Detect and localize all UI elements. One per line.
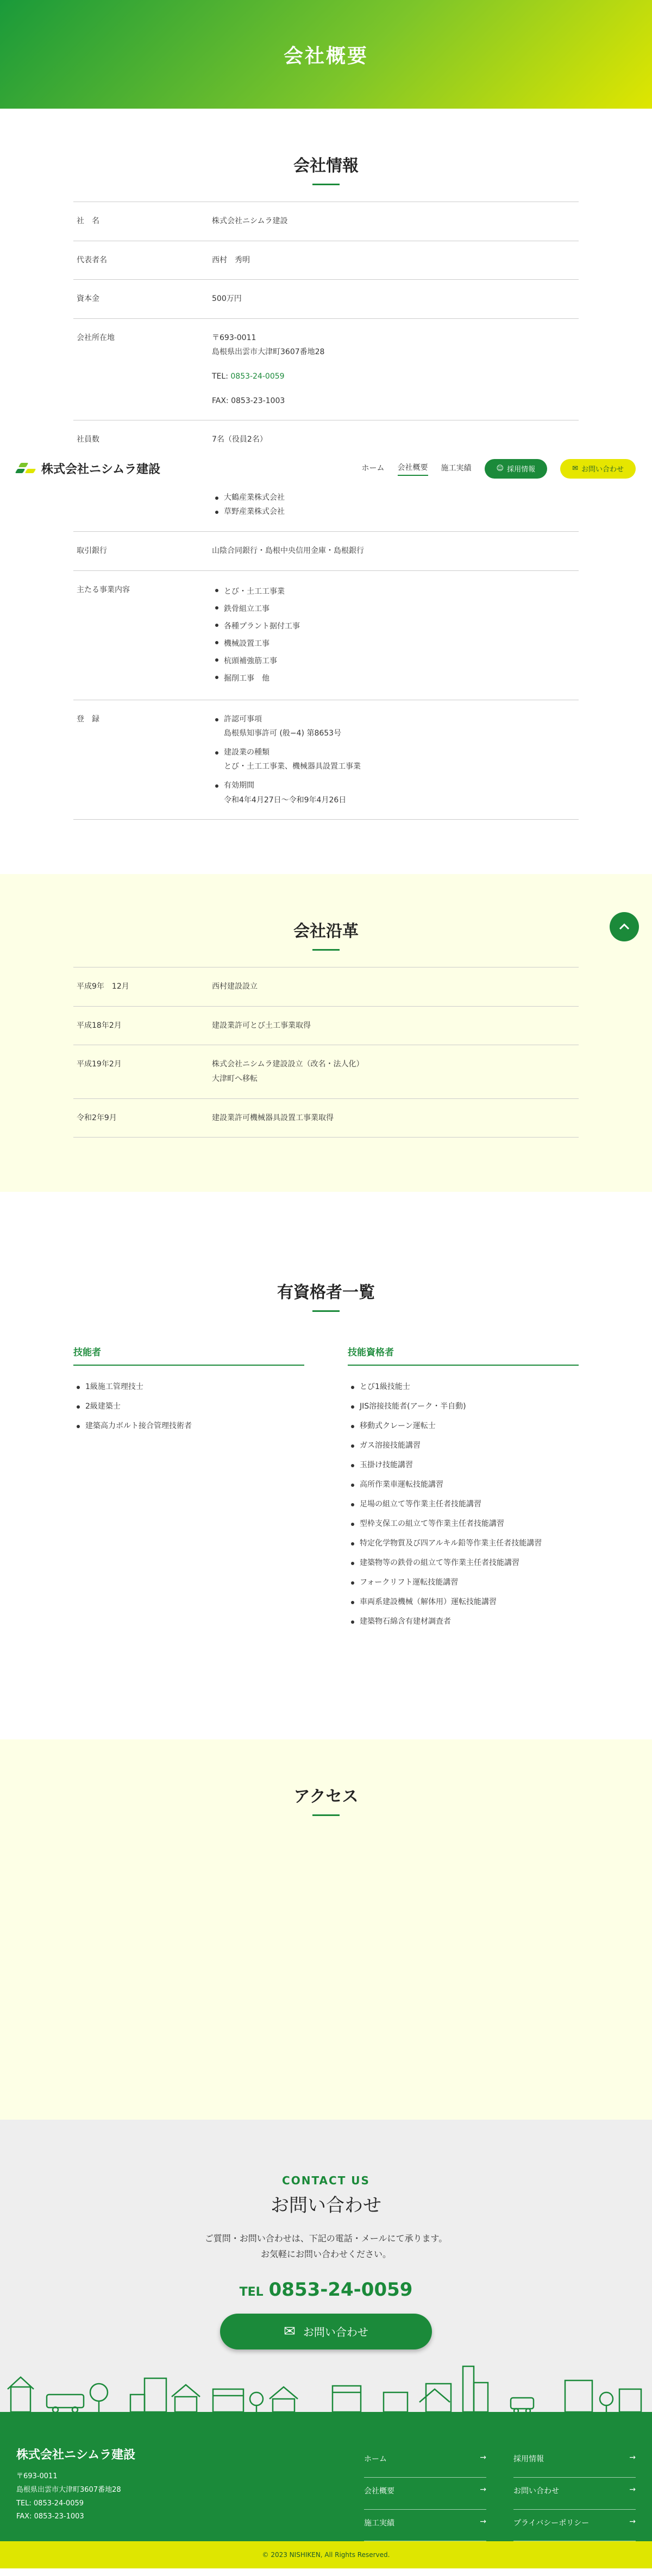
contact-label: お問い合わせ — [581, 466, 624, 474]
section-title: 会社沿革 — [293, 922, 359, 941]
nav-company[interactable]: 会社概要 — [398, 462, 428, 476]
list-item: 高所作業車運転技能講習 — [348, 1474, 579, 1494]
list-item: 建築物等の鉄骨の組立て等作業主任者技能講習 — [348, 1553, 579, 1572]
table-row — [73, 1099, 579, 1138]
link-label: ホーム — [364, 2455, 387, 2464]
reg-detail: とび・土工工事業、機械器具設置工事業 — [224, 762, 361, 771]
town-illustration — [0, 2359, 652, 2418]
address-value — [212, 331, 579, 408]
footer-link-contact[interactable] — [513, 2478, 636, 2510]
people-icon: ☺ — [496, 464, 504, 473]
contact-tel[interactable] — [0, 2279, 652, 2301]
fax-text: FAX: 0853-23-1003 — [212, 396, 285, 405]
contact-line: お気軽にお問い合わせください。 — [260, 2248, 391, 2259]
tel-number: 0853-24-0059 — [268, 2278, 413, 2301]
recruit-label: 採用情報 — [507, 466, 536, 474]
company-name: 株式会社ニシムラ建設 — [41, 463, 161, 477]
link-label: 採用情報 — [513, 2455, 544, 2464]
list-item: 杭頭補強筋工事 — [212, 652, 579, 670]
history-table — [73, 967, 579, 1138]
mail-icon: ✉ — [572, 464, 578, 473]
table-row — [73, 700, 579, 820]
tel-link[interactable]: 0853-24-0059 — [230, 372, 285, 381]
list-item: 2級建築士 — [73, 1396, 304, 1416]
row-label: 社員数 — [77, 435, 99, 444]
table-row — [73, 486, 579, 532]
business-list — [212, 583, 579, 688]
footer-link-company[interactable] — [364, 2478, 486, 2510]
nav-works[interactable]: 施工実績 — [441, 463, 472, 473]
list-item: 建築高力ボルト接合管理技術者 — [73, 1416, 304, 1435]
recruit-button[interactable] — [485, 459, 548, 479]
column-heading: 技能者 — [73, 1344, 304, 1366]
button-label: お問い合わせ — [303, 2326, 368, 2339]
list-item: 1級施工管理技士 — [73, 1377, 304, 1396]
title-underline — [312, 1310, 340, 1312]
list-item: 車両系建設機械（解体用）運転技能講習 — [348, 1592, 579, 1611]
row-label: 主たる事業内容 — [77, 585, 130, 594]
list-item: 特定化学物質及び四アルキル鉛等作業主任者技能講習 — [348, 1533, 579, 1553]
row-label: 平成18年2月 — [77, 1021, 122, 1030]
table-row — [73, 967, 579, 1007]
reg-title: 有効期間 — [224, 781, 254, 790]
row-label: 資本金 — [77, 294, 99, 304]
list-item: 大鶴産業株式会社 — [212, 491, 579, 505]
list-item — [212, 712, 579, 741]
row-value: 山陰合同銀行・島根中央信用金庫・島根銀行 — [212, 546, 364, 555]
list-item — [212, 745, 579, 774]
list-item: 草野産業株式会社 — [212, 505, 579, 519]
row-label: 平成9年 12月 — [77, 982, 129, 991]
footer-link-privacy[interactable] — [513, 2510, 636, 2542]
row-label: 登 録 — [77, 714, 99, 724]
tel-label: TEL: — [212, 372, 231, 381]
link-label: 会社概要 — [364, 2486, 394, 2496]
row-label: 会社所在地 — [77, 333, 115, 342]
row-label: 社 名 — [77, 217, 99, 225]
row-value: 建設業許可とび土工事業取得 — [212, 1021, 311, 1030]
table-row — [73, 202, 579, 241]
row-value: 7名（役員2名） — [212, 435, 267, 444]
footer-company-info — [16, 2446, 364, 2541]
row-value: 500万円 — [212, 294, 242, 304]
table-row — [73, 1045, 579, 1098]
address-text: 島根県出雲市大津町3607番地28 — [212, 348, 325, 357]
row-label: 令和2年9月 — [77, 1113, 117, 1122]
table-row — [73, 420, 579, 451]
arrow-right-icon: → — [480, 2485, 486, 2494]
title-underline — [312, 1814, 340, 1816]
list-item: とび・土工工事業 — [212, 583, 579, 600]
footer-link-recruit[interactable] — [513, 2446, 636, 2478]
section-title: 有資格者一覧 — [277, 1283, 375, 1303]
footer-links — [364, 2446, 636, 2541]
table-row — [73, 571, 579, 700]
logo-mark-icon — [16, 463, 36, 475]
footer-tel: TEL: 0853-24-0059 — [16, 2499, 84, 2508]
row-value: 建設業許可機械器具設置工事業取得 — [212, 1113, 334, 1122]
list-item: 各種プラント据付工事 — [212, 618, 579, 635]
contact-button[interactable] — [560, 459, 636, 479]
site-footer — [0, 2418, 652, 2541]
info-table — [41, 202, 624, 820]
contact-form-button[interactable] — [220, 2314, 432, 2349]
list-item: とび1級技能士 — [348, 1377, 579, 1396]
access-section — [0, 1739, 652, 2120]
contact-title: お問い合わせ — [271, 2195, 381, 2217]
table-row — [73, 532, 579, 571]
footer-fax: FAX: 0853-23-1003 — [16, 2512, 84, 2521]
link-label: 施工実績 — [364, 2518, 394, 2528]
footer-company-name: 株式会社ニシムラ建設 — [16, 2448, 136, 2462]
list-item: 建築物石綿含有建材調査者 — [348, 1611, 579, 1631]
table-row — [73, 319, 579, 420]
row-label: 代表者名 — [77, 255, 107, 265]
row-value: 株式会社ニシムラ建設 — [212, 217, 288, 225]
registration-list — [212, 712, 579, 808]
contact-eyebrow: CONTACT US — [282, 2174, 370, 2188]
arrow-right-icon: → — [629, 2485, 636, 2494]
tel-label: TEL — [239, 2285, 264, 2299]
list-item: JIS溶接技能者(アーク・半自動) — [348, 1396, 579, 1416]
title-underline — [312, 949, 340, 951]
list-item: ガス溶接技能講習 — [348, 1435, 579, 1455]
hero-banner — [0, 0, 652, 109]
arrow-right-icon: → — [629, 2453, 636, 2462]
reg-detail: 島根県知事許可 (般−4) 第8653号 — [224, 729, 342, 738]
list-item: 玉掛け技能講習 — [348, 1455, 579, 1474]
arrow-right-icon: → — [629, 2517, 636, 2526]
row-value-line: 大津町へ移転 — [212, 1075, 258, 1083]
reg-title: 建設業の種類 — [224, 747, 269, 757]
page-title: 会社概要 — [283, 45, 368, 67]
list-item: 鉄骨組立工事 — [212, 600, 579, 618]
section-title: 会社情報 — [293, 156, 359, 175]
reg-title: 許認可事項 — [224, 714, 262, 724]
footer-zip: 〒693-0011 — [16, 2472, 58, 2481]
list-item: 掘削工事 他 — [212, 670, 579, 687]
qualifications-section — [0, 1192, 652, 1739]
qual-list — [73, 1377, 304, 1435]
row-label: 取引銀行 — [77, 546, 107, 555]
title-underline — [312, 184, 340, 185]
footer-address — [16, 2470, 364, 2524]
reg-detail: 令和4年4月27日〜令和9年4月26日 — [224, 795, 347, 805]
row-value — [212, 1057, 579, 1086]
list-item: 移動式クレーン運転士 — [348, 1416, 579, 1435]
footer-link-home[interactable] — [364, 2446, 486, 2478]
mail-icon: ✉ — [284, 2323, 296, 2340]
qual-column-left — [73, 1344, 304, 1631]
chevron-up-icon — [618, 923, 630, 931]
row-value: 西村 秀明 — [212, 255, 250, 265]
section-title: アクセス — [293, 1787, 359, 1807]
contact-section — [0, 2120, 652, 2418]
row-label — [73, 491, 212, 519]
list-item: 足場の組立て等作業主任者技能講習 — [348, 1494, 579, 1513]
logo[interactable] — [16, 460, 160, 477]
company-info-section — [0, 109, 652, 874]
arrow-right-icon: → — [480, 2517, 486, 2526]
row-value-line: 株式会社ニシムラ建設設立（改名・法人化） — [212, 1060, 364, 1069]
tel-line — [212, 369, 579, 384]
copyright: © 2023 NISHIKEN, All Rights Reserved. — [0, 2541, 652, 2568]
table-row — [73, 280, 579, 319]
table-row — [73, 241, 579, 280]
footer-link-works[interactable] — [364, 2510, 486, 2542]
partner-list — [212, 491, 579, 519]
qual-columns — [73, 1344, 579, 1631]
main-nav — [362, 459, 636, 479]
qual-column-right — [348, 1344, 579, 1631]
site-header — [0, 451, 652, 486]
footer-addr: 島根県出雲市大津町3607番地28 — [16, 2485, 121, 2494]
row-value: 西村建設設立 — [212, 982, 258, 991]
zip-code: 〒693-0011 — [212, 333, 256, 342]
history-section — [0, 874, 652, 1192]
qual-list — [348, 1377, 579, 1631]
list-item: 機械設置工事 — [212, 635, 579, 652]
table-row — [73, 1007, 579, 1046]
row-label: 平成19年2月 — [77, 1060, 122, 1069]
list-item — [212, 778, 579, 807]
arrow-right-icon: → — [480, 2453, 486, 2462]
column-heading: 技能資格者 — [348, 1344, 579, 1366]
list-item: フォークリフト運転技能講習 — [348, 1572, 579, 1592]
contact-message — [0, 2231, 652, 2263]
nav-home[interactable]: ホーム — [361, 463, 385, 473]
back-to-top-button[interactable] — [610, 912, 639, 941]
link-label: お問い合わせ — [513, 2486, 559, 2496]
link-label: プライバシーポリシー — [513, 2518, 590, 2528]
list-item: 型枠支保工の組立て等作業主任者技能講習 — [348, 1513, 579, 1533]
contact-line: ご質問・お問い合わせは、下記の電話・メールにて承ります。 — [204, 2233, 448, 2244]
